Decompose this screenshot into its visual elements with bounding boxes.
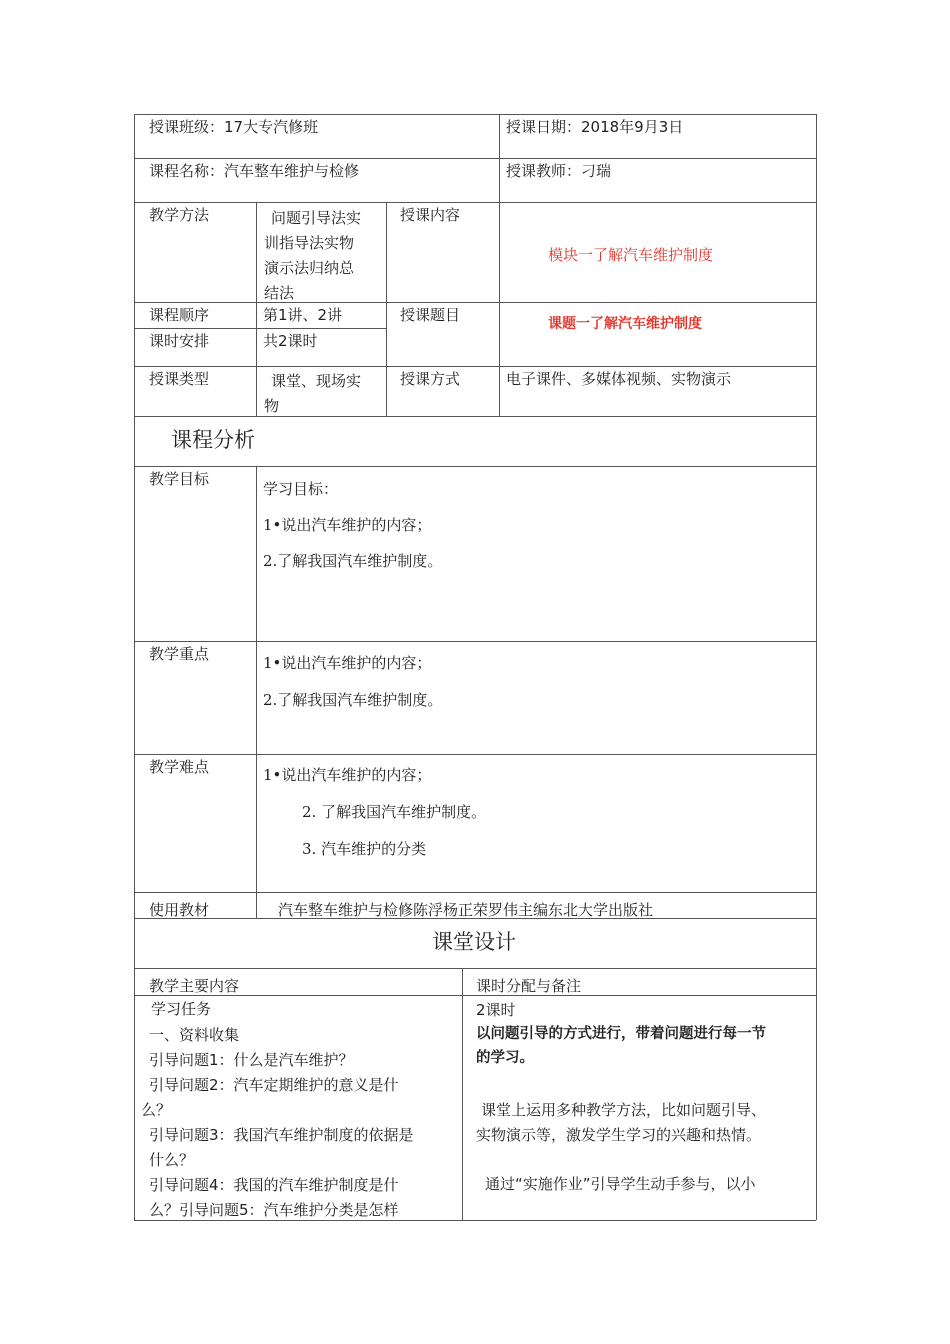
design-col2-header: 课时分配与备注 — [476, 977, 582, 995]
key-label: 教学重点 — [149, 645, 210, 663]
design-left-line: 引导问题1：什么是汽车维护？ — [149, 1051, 354, 1069]
table-border — [134, 202, 816, 203]
topic-value: 课题一了解汽车维护制度 — [548, 316, 702, 332]
table-border — [134, 641, 816, 642]
design-col1-header: 教学主要内容 — [149, 977, 240, 995]
hours-label: 课时安排 — [149, 332, 210, 350]
table-border — [256, 466, 257, 918]
method-value-line: 训指导法实物 — [264, 234, 355, 252]
difficult-line: 1•说出汽车维护的内容； — [263, 766, 432, 784]
key-line: 1•说出汽车维护的内容； — [263, 654, 432, 672]
method-value-line: 结法 — [264, 284, 295, 302]
design-right-hours: 2课时 — [476, 1001, 516, 1019]
goals-line: 2.了解我国汽车维护制度。 — [263, 552, 443, 570]
method-value-line: 问题引导法实 — [271, 209, 362, 227]
table-border — [134, 328, 386, 329]
mode-label: 授课方式 — [400, 370, 461, 388]
table-border — [134, 892, 816, 893]
table-border — [462, 968, 463, 1220]
type-value-line: 物 — [264, 397, 280, 415]
course-label: 课程名称：汽车整车维护与检修 — [149, 162, 360, 180]
design-left-line: 什么？ — [149, 1151, 195, 1169]
class-label: 授课班级：17大专汽修班 — [149, 118, 319, 136]
table-border — [134, 114, 135, 1220]
design-left-line: 引导问题4：我国的汽车维护制度是什 — [149, 1176, 399, 1194]
order-label: 课程顺序 — [149, 306, 210, 324]
design-title: 课堂设计 — [432, 930, 516, 954]
teacher-label: 授课教师：刁瑞 — [506, 162, 612, 180]
difficult-label: 教学难点 — [149, 758, 210, 776]
type-value-line: 课堂、现场实 — [271, 372, 362, 390]
method-value-line: 演示法归纳总 — [264, 259, 355, 277]
design-right-bold-line: 以问题引导的方式进行，带着问题进行每一节 — [476, 1026, 766, 1042]
type-label: 授课类型 — [149, 370, 210, 388]
table-border — [134, 754, 816, 755]
difficult-line: 2. 了解我国汽车维护制度。 — [302, 803, 487, 821]
order-value: 第1讲、2讲 — [263, 306, 343, 324]
analysis-title: 课程分析 — [171, 428, 255, 452]
table-border — [386, 202, 387, 416]
difficult-line: 3. 汽车维护的分类 — [302, 840, 427, 858]
design-left-line: 一、资料收集 — [149, 1026, 240, 1044]
table-border — [499, 114, 500, 416]
goals-line: 1•说出汽车维护的内容； — [263, 516, 432, 534]
table-border — [256, 202, 257, 416]
hours-value: 共2课时 — [263, 332, 318, 350]
table-border — [134, 466, 816, 467]
design-left-line: 引导问题3：我国汽车维护制度的依据是 — [149, 1126, 414, 1144]
table-border — [134, 366, 816, 367]
method-label: 教学方法 — [149, 206, 210, 224]
textbook-label: 使用教材 — [149, 901, 210, 919]
date-label: 授课日期：2018年9月3日 — [506, 118, 684, 136]
table-border — [134, 968, 816, 969]
goals-label: 教学目标 — [149, 470, 210, 488]
design-left-line: 引导问题2：汽车定期维护的意义是什 — [149, 1076, 399, 1094]
design-right-bold-line: 的学习。 — [476, 1050, 534, 1066]
content-value: 模块一了解汽车维护制度 — [548, 246, 714, 264]
design-left-line: 学习任务 — [151, 1000, 212, 1018]
key-line: 2.了解我国汽车维护制度。 — [263, 691, 443, 709]
design-right-line: 通过“实施作业”引导学生动手参与，以小 — [485, 1175, 756, 1193]
topic-label: 授课题目 — [400, 306, 461, 324]
design-right-line: 实物演示等，激发学生学习的兴趣和热情。 — [476, 1126, 762, 1144]
goals-line: 学习目标： — [263, 480, 339, 498]
table-border — [134, 158, 816, 159]
design-right-line: 课堂上运用多种教学方法，比如问题引导、 — [481, 1101, 767, 1119]
table-border — [134, 416, 816, 417]
textbook-value: 汽车整车维护与检修陈浮杨正荣罗伟主编东北大学出版社 — [278, 901, 654, 919]
table-border — [816, 114, 817, 1220]
content-label: 授课内容 — [400, 206, 461, 224]
table-border — [134, 302, 816, 303]
mode-value: 电子课件、多媒体视频、实物演示 — [506, 370, 732, 388]
design-left-line: 么？引导问题5：汽车维护分类是怎样 — [149, 1201, 399, 1219]
table-border — [134, 114, 816, 115]
design-left-line: 么？ — [141, 1101, 172, 1119]
